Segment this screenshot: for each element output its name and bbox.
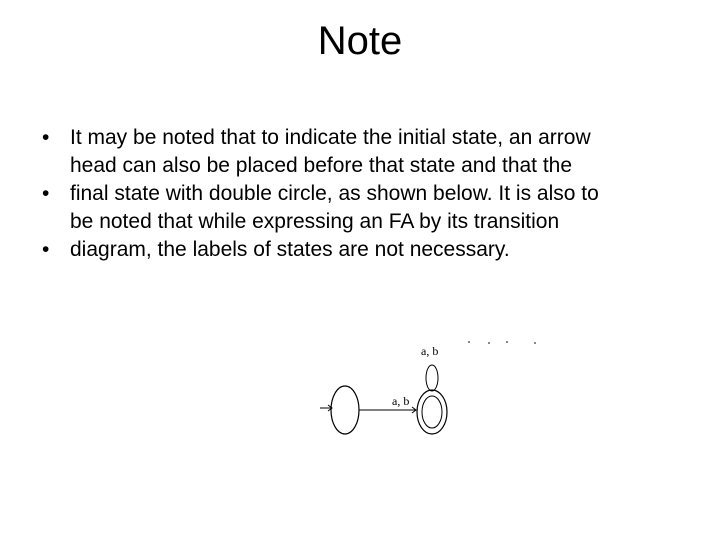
scan-marks [468,341,536,344]
self-loop [426,365,438,391]
bullet-item [36,236,676,264]
bullet-line: diagram, the labels of states are not necessary. [70,238,510,261]
final-state [417,390,447,434]
bullet-line: final state with double circle, as shown below. It is also to [70,182,599,205]
transition-label: a, b [392,394,410,408]
bullet-line: be noted that while expressing an FA by its transition [70,210,560,233]
self-loop-label: a, b [421,344,439,358]
bullet-dot: • [42,182,50,205]
bullet-line: head can also be placed before that state and that the [70,154,573,177]
slide-title: Note [317,19,403,63]
initial-arrow [320,405,332,411]
bullet-item [36,180,676,236]
bullet-list [36,124,676,264]
fa-transition-diagram [312,336,552,461]
initial-state [331,386,359,434]
bullet-item [36,124,676,180]
fa-diagram-svg [312,336,552,456]
bullet-dot: • [42,126,50,149]
bullet-dot: • [42,238,50,261]
bullet-line: It may be noted that to indicate the initial state, an arrow [70,126,591,149]
